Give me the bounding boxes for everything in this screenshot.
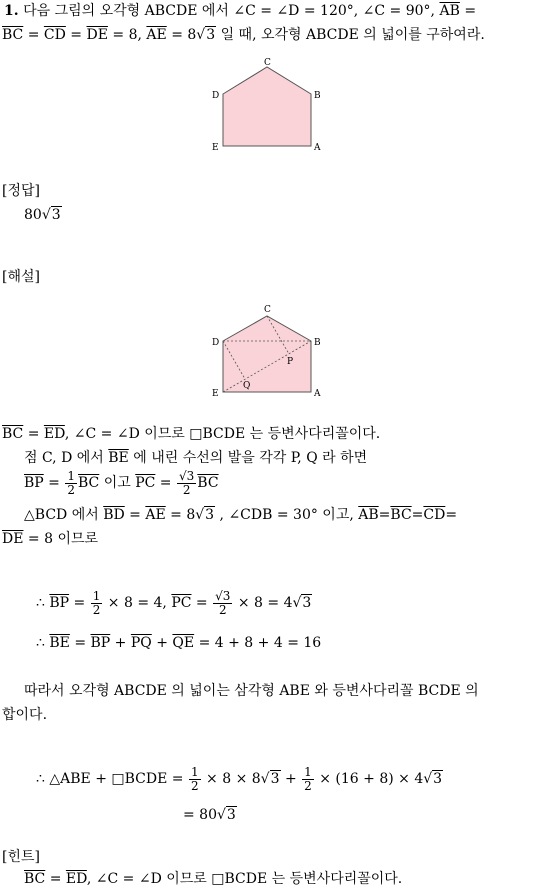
problem-number: 1.	[4, 3, 19, 19]
therefore-sign: ∴	[36, 595, 50, 612]
label-e: E	[212, 389, 219, 399]
sqrt-symbol: √3	[260, 771, 280, 788]
problem-text-1: 다음 그림의 오각형 ABCDE 에서 ∠C = ∠D = 120°, ∠C = 90°,	[23, 3, 436, 19]
segment-ed: $\overline{ED}$	[43, 426, 65, 442]
problem-text-2: 일 때, 오각형 ABCDE 의 넓이를 구하여라.	[220, 27, 485, 43]
sqrt-symbol: √3	[195, 507, 215, 523]
segment-pq: $\overline{PQ}$	[130, 635, 152, 651]
equals-sign: =	[124, 507, 146, 523]
pentagon-figure	[205, 55, 335, 155]
explanation-text-5: = 8 이므로	[23, 531, 99, 547]
label-b: B	[314, 338, 321, 348]
fraction-numerator: 1	[190, 765, 199, 779]
equals-sign: =	[69, 595, 90, 612]
final-text-1a: ∴ △ABE + □BCDE =	[36, 771, 188, 788]
equals-sign: =	[191, 595, 213, 612]
segment-be: $\overline{BE}$	[108, 450, 129, 466]
explanation-text-2a: 점 C, D 에서	[24, 450, 109, 466]
segment-pc: $\overline{PC}$	[135, 475, 156, 492]
pentagon-shape	[223, 67, 311, 146]
segment-bp: $\overline{BP}$	[49, 595, 70, 612]
label-c: C	[264, 305, 271, 315]
plus-sign: +	[280, 771, 302, 788]
label-a: A	[314, 143, 321, 153]
hint-text: , ∠C = ∠D 이므로 □BCDE 는 등변사다리꼴이다.	[86, 871, 403, 887]
problem-text-eight: = 8,	[112, 27, 142, 43]
fraction-numerator: √3	[215, 589, 231, 603]
final-text-1d: × (16 + 8) × 4	[314, 771, 424, 788]
explanation-line-3	[24, 470, 219, 496]
segment-ab: $\overline{AB}$	[439, 3, 460, 19]
pentagon-shape	[223, 316, 311, 392]
explanation-figure	[205, 300, 335, 400]
segment-bd: $\overline{BD}$	[103, 507, 125, 523]
calc-line-1	[36, 590, 312, 616]
equals-sign: =	[43, 475, 65, 492]
hint-heading: [힌트]	[2, 849, 40, 865]
fraction-denominator: 2	[67, 482, 75, 497]
sqrt-symbol: √3	[196, 27, 216, 43]
label-a: A	[314, 389, 321, 399]
equals-sign: =	[27, 27, 40, 43]
explanation-paragraph-line-1: 따라서 오각형 ABCDE 의 넓이는 삼각형 ABE 와 등변사다리꼴 BCDE 의	[24, 683, 479, 699]
hint-line	[24, 870, 402, 889]
sqrt-symbol: √3	[217, 807, 236, 823]
final-line-1	[36, 766, 443, 792]
segment-de: $\overline{DE}$	[2, 531, 24, 547]
segment-bp: $\overline{BP}$	[24, 475, 44, 492]
explanation-text-4a: △BCD 에서	[24, 507, 104, 523]
explanation-line-2	[24, 449, 367, 468]
sqrt-radicand: 3	[205, 507, 215, 523]
equals-sign: =	[45, 871, 66, 887]
segment-ae: $\overline{AE}$	[145, 507, 166, 523]
label-e: E	[212, 143, 219, 153]
fraction-half	[189, 766, 201, 792]
fraction-sqrt3-over-2	[177, 470, 196, 496]
answer-number: 80	[24, 207, 42, 223]
label-b: B	[314, 91, 321, 101]
calc-text-1e: × 8 = 4	[233, 595, 293, 612]
explanation-line-4	[24, 506, 457, 525]
plus-sign: +	[110, 635, 131, 651]
equals-sign: =	[445, 507, 458, 523]
therefore-sign: ∴	[36, 635, 50, 651]
equals-sign: =	[378, 507, 391, 523]
fraction-denominator: 2	[218, 602, 227, 617]
sqrt-symbol: √3	[292, 595, 312, 612]
segment-ab: $\overline{AB}$	[358, 507, 379, 523]
equals-sign: =	[411, 507, 424, 523]
explanation-line-5	[2, 530, 98, 549]
label-q: Q	[243, 381, 251, 391]
sqrt-radicand: 3	[270, 771, 280, 788]
fraction-numerator: √3	[179, 469, 195, 483]
sqrt-radicand: 3	[226, 807, 236, 823]
sqrt-symbol: √3	[423, 771, 443, 788]
fraction-numerator: 1	[92, 589, 101, 603]
plus-sign: +	[151, 635, 173, 651]
fraction-numerator: 1	[304, 765, 312, 779]
fraction-denominator: 2	[304, 778, 312, 793]
segment-bc: $\overline{BC}$	[24, 871, 46, 887]
fraction-sqrt3-over-2	[213, 590, 232, 616]
segment-qe: $\overline{QE}$	[172, 635, 195, 651]
final-text-1b: × 8 × 8	[201, 771, 261, 788]
label-c: C	[264, 58, 271, 68]
segment-bc: $\overline{BC}$	[2, 426, 24, 442]
equals-sign: =	[464, 3, 477, 19]
segment-bp: $\overline{BP}$	[90, 635, 111, 651]
label-p: P	[287, 357, 294, 367]
segment-de: $\overline{DE}$	[86, 27, 108, 43]
fraction-half	[302, 766, 314, 792]
explanation-heading: [해설]	[2, 269, 40, 285]
problem-text-ae-value: = 8	[171, 27, 197, 43]
calc-line-2	[36, 634, 321, 653]
final-line-2	[183, 806, 237, 825]
problem-line-1	[4, 2, 476, 21]
segment-ae: $\overline{AE}$	[146, 27, 167, 43]
sqrt-radicand: 3	[51, 207, 61, 223]
segment-bc: $\overline{BC}$	[2, 27, 24, 43]
segment-be: $\overline{BE}$	[49, 635, 70, 651]
answer-heading: [정답]	[2, 183, 40, 199]
fraction-numerator: 1	[67, 469, 75, 483]
explanation-text-3: 이고	[99, 475, 136, 492]
answer-value	[24, 206, 62, 225]
fraction-half	[91, 590, 103, 616]
label-d: D	[212, 338, 220, 348]
fraction-half	[65, 470, 77, 496]
explanation-text-2b: 에 내린 수선의 발을 각각 P, Q 라 하면	[128, 450, 368, 466]
sqrt-radicand: 3	[433, 771, 443, 788]
segment-ed: $\overline{ED}$	[65, 871, 87, 887]
equals-sign: =	[27, 426, 44, 442]
calc-text-1c: × 8 = 4,	[103, 595, 172, 612]
segment-bc: $\overline{BC}$	[78, 475, 100, 492]
sqrt-symbol: √3	[41, 207, 61, 223]
explanation-paragraph-line-2: 합이다.	[2, 707, 48, 723]
fraction-denominator: 2	[182, 482, 191, 497]
equals-sign: =	[69, 635, 91, 651]
sqrt-radicand: 3	[206, 27, 216, 43]
segment-pc: $\overline{PC}$	[171, 595, 192, 612]
final-text-2: = 80	[183, 807, 217, 823]
fraction-denominator: 2	[190, 778, 199, 793]
segment-cd: $\overline{CD}$	[43, 27, 66, 43]
sqrt-radicand: 3	[222, 589, 231, 603]
sqrt-radicand: 3	[302, 595, 312, 612]
sqrt-radicand: 3	[186, 469, 195, 483]
explanation-line-1	[2, 425, 380, 444]
calc-text-2c: = 4 + 8 + 4 = 16	[194, 635, 322, 651]
label-d: D	[212, 91, 220, 101]
explanation-text-4c: = 8	[165, 507, 196, 523]
problem-line-2	[2, 26, 485, 45]
segment-cd: $\overline{CD}$	[423, 507, 446, 523]
equals-sign: =	[70, 27, 83, 43]
equals-sign: =	[155, 475, 176, 492]
explanation-text-4d: , ∠CDB = 30° 이고,	[215, 507, 359, 523]
fraction-denominator: 2	[92, 602, 101, 617]
explanation-text-1: , ∠C = ∠D 이므로 □BCDE 는 등변사다리꼴이다.	[64, 426, 381, 442]
segment-bc: $\overline{BC}$	[390, 507, 412, 523]
segment-bc: $\overline{BC}$	[197, 475, 219, 492]
